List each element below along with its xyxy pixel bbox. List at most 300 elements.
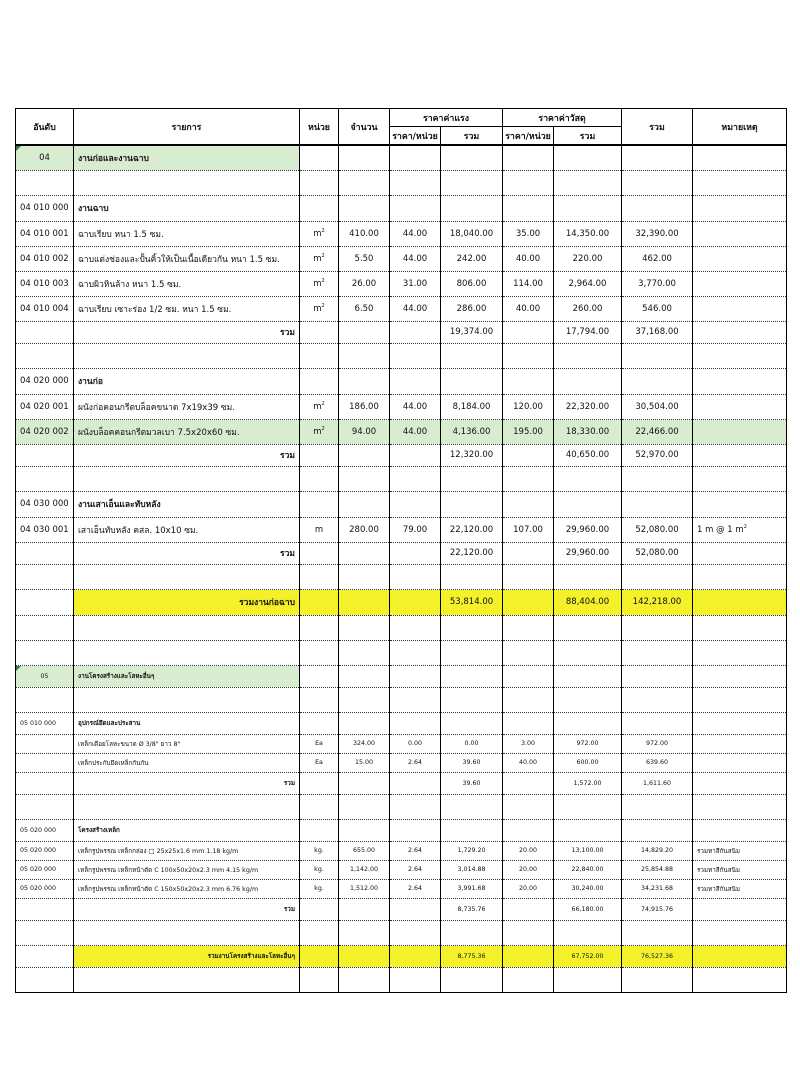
item-description: เหล็กรูปพรรณ เหล็กหน้าตัด C 100x50x20x2.3 mm 4.15 kg/m: [74, 860, 300, 879]
group-title: โครงสร้างเหล็ก: [74, 819, 300, 841]
empty-cell: [390, 712, 441, 734]
subtotal-amount: 1,611.60: [622, 772, 693, 794]
table-row-group: [16, 491, 787, 517]
unit-text: m: [314, 524, 324, 535]
unit-text: m: [313, 253, 322, 264]
item-code: 05 020 000: [16, 879, 74, 898]
empty-cell: [300, 640, 339, 665]
empty-cell: [300, 687, 339, 712]
item-quantity: 1,512.00: [339, 879, 390, 898]
empty-cell: [74, 170, 300, 195]
empty-cell: [693, 945, 787, 967]
item-description: ฉาบแต่งช่องและปั้นคิ้วให้เป็นเนื้อเดียวกัน หนา 1.5 ซม.: [74, 246, 300, 271]
item-remark: [693, 753, 787, 772]
unit-text: m: [313, 426, 322, 437]
empty-cell: [622, 564, 693, 589]
empty-cell: [339, 368, 390, 394]
empty-cell: [693, 665, 787, 687]
labor-unit-price: 2.64: [390, 879, 441, 898]
item-code: 04 020 002: [16, 419, 74, 444]
empty-cell: [622, 466, 693, 491]
empty-cell: [339, 564, 390, 589]
empty-cell: [503, 145, 554, 170]
empty-cell: [74, 615, 300, 640]
table-row: [16, 419, 787, 444]
material-unit-price: 120.00: [503, 394, 554, 419]
subtotal-material: 1,572.00: [554, 772, 622, 794]
item-total: 546.00: [622, 296, 693, 321]
item-description: ผนังก่อคอนกรีตบล็อคขนาด 7x19x39 ซม.: [74, 394, 300, 419]
empty-cell: [16, 615, 74, 640]
item-remark: [693, 860, 787, 879]
empty-cell: [74, 640, 300, 665]
material-unit-price: 20.00: [503, 879, 554, 898]
grand-total-labor: 8,775.36: [441, 945, 503, 967]
item-total: 30,504.00: [622, 394, 693, 419]
empty-cell: [300, 491, 339, 517]
labor-total: 0.00: [441, 734, 503, 753]
unit-text: m: [313, 228, 322, 239]
empty-cell: [554, 564, 622, 589]
empty-cell: [339, 819, 390, 841]
labor-unit-price: 44.00: [390, 394, 441, 419]
item-unit: [300, 271, 339, 296]
empty-cell: [503, 794, 554, 819]
item-total: 639.60: [622, 753, 693, 772]
empty-cell: [441, 466, 503, 491]
empty-cell: [300, 945, 339, 967]
empty-cell: [693, 343, 787, 368]
material-unit-price: 107.00: [503, 517, 554, 542]
table-row-sum: [16, 444, 787, 466]
empty-cell: [693, 967, 787, 992]
table-row: [16, 271, 787, 296]
superscript: 2: [321, 252, 325, 259]
header-material-total: รวม: [554, 127, 622, 146]
empty-cell: [693, 170, 787, 195]
table-row-sum: [16, 898, 787, 920]
empty-cell: [503, 170, 554, 195]
grand-total-labor: 53,814.00: [441, 589, 503, 615]
grand-total-label: รวมงานก่อฉาบ: [74, 589, 300, 615]
empty-cell: [622, 819, 693, 841]
empty-cell: [441, 640, 503, 665]
item-code: 05 020 000: [16, 841, 74, 860]
empty-cell: [554, 145, 622, 170]
empty-cell: [16, 945, 74, 967]
empty-cell: [441, 967, 503, 992]
material-total: 972.00: [554, 734, 622, 753]
empty-cell: [339, 640, 390, 665]
group-title: งานเสาเอ็นและทับหลัง: [74, 491, 300, 517]
material-total: 30,240.00: [554, 879, 622, 898]
item-code: 04 030 001: [16, 517, 74, 542]
empty-cell: [16, 920, 74, 945]
item-code: 04 010 002: [16, 246, 74, 271]
labor-total: 242.00: [441, 246, 503, 271]
empty-cell: [503, 466, 554, 491]
material-unit-price: 40.00: [503, 296, 554, 321]
unit-text: kg.: [314, 866, 324, 873]
header-unit: หน่วย: [300, 109, 339, 146]
item-quantity: 1,142.00: [339, 860, 390, 879]
material-total: 600.00: [554, 753, 622, 772]
empty-cell: [300, 542, 339, 564]
unit-text: m: [313, 303, 322, 314]
empty-cell: [16, 321, 74, 343]
empty-cell: [74, 920, 300, 945]
superscript: 2: [321, 227, 325, 234]
grand-total-label: รวมงานโครงสร้างและโลหะอื่นๆ: [74, 945, 300, 967]
section-title: งานโครงสร้างและโลหะอื่นๆ: [74, 665, 300, 687]
item-quantity: 6.50: [339, 296, 390, 321]
header-material-group: ราคาค่าวัสดุ: [503, 109, 622, 127]
empty-cell: [390, 589, 441, 615]
empty-cell: [74, 794, 300, 819]
group-code: 04 030 000: [16, 491, 74, 517]
unit-text: kg.: [314, 847, 324, 854]
table-row: [16, 860, 787, 879]
group-code: 04 020 000: [16, 368, 74, 394]
material-total: 22,320.00: [554, 394, 622, 419]
unit-text: Ea: [315, 740, 323, 747]
empty-cell: [339, 945, 390, 967]
table-row: [16, 517, 787, 542]
empty-cell: [339, 772, 390, 794]
item-description: ฉาบเรียบ หนา 1.5 ซม.: [74, 221, 300, 246]
labor-total: 806.00: [441, 271, 503, 296]
empty-cell: [554, 794, 622, 819]
empty-cell: [693, 145, 787, 170]
empty-cell: [300, 920, 339, 945]
empty-cell: [300, 321, 339, 343]
item-quantity: 26.00: [339, 271, 390, 296]
empty-cell: [390, 466, 441, 491]
table-row-blank: [16, 640, 787, 665]
item-unit: [300, 394, 339, 419]
empty-cell: [16, 687, 74, 712]
material-total: 2,964.00: [554, 271, 622, 296]
subtotal-labor: 22,120.00: [441, 542, 503, 564]
empty-cell: [300, 170, 339, 195]
table-header: [16, 109, 787, 146]
empty-cell: [441, 368, 503, 394]
empty-cell: [390, 920, 441, 945]
item-unit: [300, 753, 339, 772]
item-description: เหล็กประกับยึดเหล็กกันกัน: [74, 753, 300, 772]
material-total: 22,840.00: [554, 860, 622, 879]
empty-cell: [300, 145, 339, 170]
item-quantity: 410.00: [339, 221, 390, 246]
item-remark: [693, 419, 787, 444]
empty-cell: [503, 772, 554, 794]
table-row-group: [16, 712, 787, 734]
empty-cell: [300, 589, 339, 615]
item-remark: [693, 394, 787, 419]
subtotal-amount: 74,915.76: [622, 898, 693, 920]
item-quantity: 94.00: [339, 419, 390, 444]
empty-cell: [16, 640, 74, 665]
group-code: 05 010 000: [16, 712, 74, 734]
empty-cell: [390, 819, 441, 841]
header-item: รายการ: [74, 109, 300, 146]
item-description: ผนังบล็อคคอนกรีตมวลเบา 7.5x20x60 ซม.: [74, 419, 300, 444]
item-unit: [300, 221, 339, 246]
table-row-section: [16, 145, 787, 170]
item-code: 04 020 001: [16, 394, 74, 419]
empty-cell: [554, 665, 622, 687]
empty-cell: [441, 195, 503, 221]
header-material-unit-price: ราคา/หน่วย: [503, 127, 554, 146]
empty-cell: [503, 564, 554, 589]
empty-cell: [554, 687, 622, 712]
empty-cell: [622, 712, 693, 734]
empty-cell: [441, 687, 503, 712]
empty-cell: [503, 589, 554, 615]
empty-cell: [339, 920, 390, 945]
empty-cell: [622, 665, 693, 687]
material-total: 18,330.00: [554, 419, 622, 444]
empty-cell: [554, 368, 622, 394]
empty-cell: [339, 967, 390, 992]
empty-cell: [693, 589, 787, 615]
item-quantity: 186.00: [339, 394, 390, 419]
remark-text: รวมทาสีกันสนิม: [697, 866, 741, 874]
empty-cell: [300, 794, 339, 819]
empty-cell: [693, 491, 787, 517]
empty-cell: [16, 794, 74, 819]
empty-cell: [693, 898, 787, 920]
empty-cell: [503, 920, 554, 945]
item-description: เหล็กเดือยโลหะขนาด Ø 3/8" ยาว 8": [74, 734, 300, 753]
empty-cell: [300, 444, 339, 466]
item-remark: [693, 271, 787, 296]
table-row-blank: [16, 920, 787, 945]
table-row-blank: [16, 794, 787, 819]
item-total: 972.00: [622, 734, 693, 753]
empty-cell: [503, 542, 554, 564]
material-total: 14,350.00: [554, 221, 622, 246]
empty-cell: [693, 712, 787, 734]
empty-cell: [74, 687, 300, 712]
empty-cell: [622, 170, 693, 195]
superscript: 2: [321, 425, 325, 432]
grand-total-amount: 142,218.00: [622, 589, 693, 615]
group-title: งานฉาบ: [74, 195, 300, 221]
empty-cell: [390, 794, 441, 819]
empty-cell: [300, 615, 339, 640]
empty-cell: [74, 967, 300, 992]
material-total: 260.00: [554, 296, 622, 321]
empty-cell: [693, 444, 787, 466]
material-unit-price: 20.00: [503, 860, 554, 879]
empty-cell: [503, 444, 554, 466]
labor-unit-price: 44.00: [390, 296, 441, 321]
table-row-group: [16, 368, 787, 394]
empty-cell: [554, 491, 622, 517]
empty-cell: [554, 343, 622, 368]
subtotal-amount: 52,080.00: [622, 542, 693, 564]
grand-total-material: 67,752.00: [554, 945, 622, 967]
table-body: [16, 145, 787, 992]
empty-cell: [693, 368, 787, 394]
empty-cell: [300, 368, 339, 394]
empty-cell: [554, 712, 622, 734]
table-row-sum: [16, 772, 787, 794]
labor-total: 8,184.00: [441, 394, 503, 419]
superscript: 2: [321, 400, 325, 407]
subtotal-material: 17,794.00: [554, 321, 622, 343]
empty-cell: [390, 321, 441, 343]
empty-cell: [503, 321, 554, 343]
labor-unit-price: 44.00: [390, 419, 441, 444]
subtotal-labor: 19,374.00: [441, 321, 503, 343]
labor-total: 18,040.00: [441, 221, 503, 246]
material-unit-price: 3.00: [503, 734, 554, 753]
labor-total: 4,136.00: [441, 419, 503, 444]
table-row-section: [16, 665, 787, 687]
empty-cell: [693, 920, 787, 945]
empty-cell: [441, 564, 503, 589]
item-description: เสาเอ็นทับหลัง คสล. 10x10 ซม.: [74, 517, 300, 542]
empty-cell: [339, 343, 390, 368]
table-row-blank: [16, 687, 787, 712]
labor-total: 3,014.88: [441, 860, 503, 879]
empty-cell: [554, 967, 622, 992]
empty-cell: [693, 195, 787, 221]
empty-cell: [441, 712, 503, 734]
table-row-blank: [16, 343, 787, 368]
empty-cell: [503, 967, 554, 992]
table-row-sum: [16, 321, 787, 343]
item-description: เหล็กรูปพรรณ เหล็กกล่อง □ 25x25x1.6 mm 1.18 kg/m: [74, 841, 300, 860]
table-row: [16, 394, 787, 419]
unit-text: Ea: [315, 759, 323, 766]
item-quantity: 280.00: [339, 517, 390, 542]
header-remark: หมายเหตุ: [693, 109, 787, 146]
empty-cell: [693, 772, 787, 794]
item-total: 34,231.68: [622, 879, 693, 898]
subtotal-labor: 8,735.76: [441, 898, 503, 920]
empty-cell: [503, 343, 554, 368]
section-title: งานก่อและงานฉาบ: [74, 145, 300, 170]
empty-cell: [339, 665, 390, 687]
table-row-blank: [16, 564, 787, 589]
table-row: [16, 753, 787, 772]
labor-unit-price: 79.00: [390, 517, 441, 542]
empty-cell: [554, 170, 622, 195]
empty-cell: [390, 945, 441, 967]
empty-cell: [390, 665, 441, 687]
material-unit-price: 40.00: [503, 753, 554, 772]
unit-text: kg.: [314, 885, 324, 892]
empty-cell: [390, 615, 441, 640]
table-row-sum: [16, 542, 787, 564]
labor-total: 286.00: [441, 296, 503, 321]
empty-cell: [300, 466, 339, 491]
superscript: 2: [321, 302, 325, 309]
table-row-blank: [16, 170, 787, 195]
empty-cell: [503, 615, 554, 640]
empty-cell: [16, 343, 74, 368]
empty-cell: [503, 665, 554, 687]
item-total: 462.00: [622, 246, 693, 271]
empty-cell: [503, 712, 554, 734]
empty-cell: [622, 967, 693, 992]
item-remark: [693, 879, 787, 898]
empty-cell: [339, 321, 390, 343]
empty-cell: [390, 772, 441, 794]
empty-cell: [693, 321, 787, 343]
empty-cell: [339, 898, 390, 920]
labor-unit-price: 44.00: [390, 221, 441, 246]
table-row-blank: [16, 615, 787, 640]
empty-cell: [622, 368, 693, 394]
item-remark: [693, 246, 787, 271]
subtotal-label: รวม: [74, 321, 300, 343]
cost-estimate-table: [15, 108, 787, 993]
empty-cell: [554, 615, 622, 640]
item-code: [16, 753, 74, 772]
empty-cell: [300, 195, 339, 221]
header-labor-total: รวม: [441, 127, 503, 146]
empty-cell: [441, 794, 503, 819]
item-unit: [300, 296, 339, 321]
empty-cell: [693, 794, 787, 819]
empty-cell: [441, 920, 503, 945]
item-unit: [300, 246, 339, 271]
grand-total-amount: 76,527.36: [622, 945, 693, 967]
item-total: 3,770.00: [622, 271, 693, 296]
table-row: [16, 296, 787, 321]
group-title: งานก่อ: [74, 368, 300, 394]
empty-cell: [16, 542, 74, 564]
empty-cell: [16, 967, 74, 992]
item-total: 14,829.20: [622, 841, 693, 860]
empty-cell: [16, 589, 74, 615]
subtotal-labor: 12,320.00: [441, 444, 503, 466]
item-total: 22,466.00: [622, 419, 693, 444]
empty-cell: [441, 665, 503, 687]
empty-cell: [300, 564, 339, 589]
empty-cell: [390, 491, 441, 517]
header-qty: จำนวน: [339, 109, 390, 146]
empty-cell: [693, 615, 787, 640]
item-code: 04 010 003: [16, 271, 74, 296]
empty-cell: [390, 967, 441, 992]
empty-cell: [441, 343, 503, 368]
material-unit-price: 35.00: [503, 221, 554, 246]
empty-cell: [554, 466, 622, 491]
item-remark: [693, 221, 787, 246]
empty-cell: [622, 794, 693, 819]
empty-cell: [441, 819, 503, 841]
table-row: [16, 841, 787, 860]
item-code: 05 020 000: [16, 860, 74, 879]
material-unit-price: 20.00: [503, 841, 554, 860]
labor-total: 3,991.68: [441, 879, 503, 898]
empty-cell: [503, 368, 554, 394]
group-title: อุปกรณ์ยึดและประสาน: [74, 712, 300, 734]
table-row-grand: [16, 589, 787, 615]
empty-cell: [390, 542, 441, 564]
empty-cell: [74, 466, 300, 491]
empty-cell: [554, 819, 622, 841]
item-quantity: 5.50: [339, 246, 390, 271]
subtotal-amount: 52,970.00: [622, 444, 693, 466]
empty-cell: [390, 343, 441, 368]
item-remark: [693, 517, 787, 542]
